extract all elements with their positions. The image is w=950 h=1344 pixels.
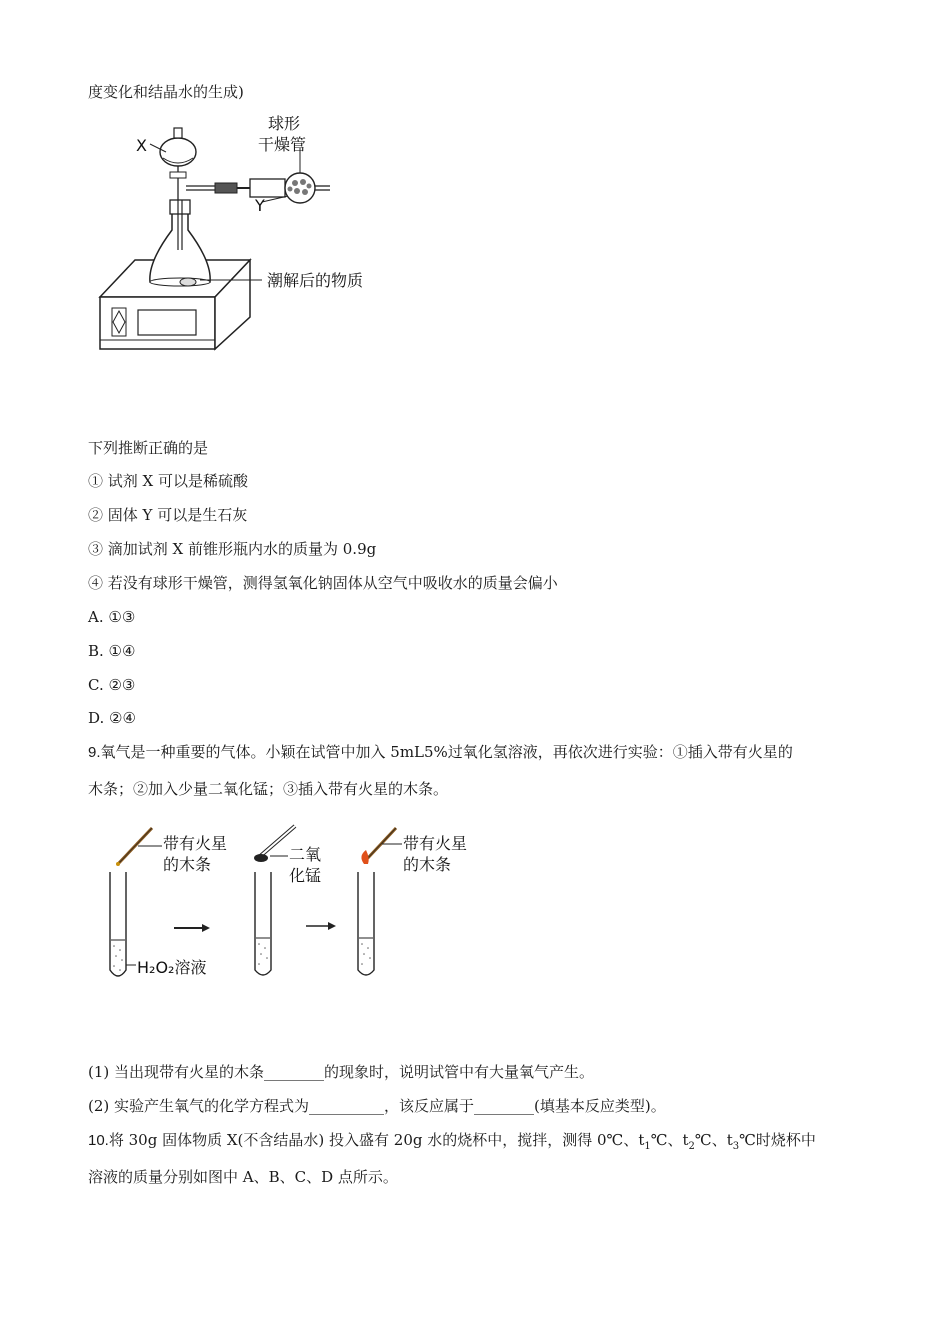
intro-tail: 度变化和结晶水的生成) — [88, 83, 244, 101]
q9-sub2: (2) 实验产生氧气的化学方程式为__________，该反应属于________(填基本反应类型)。 — [88, 1097, 666, 1115]
q8-statement: ④ 若没有球形干燥管，测得氢氧化钠固体从空气中吸收水的质量会偏小 — [88, 574, 558, 592]
q8-prompt: 下列推断正确的是 — [88, 439, 209, 457]
q9-sub1: (1) 当出现带有火星的木条________的现象时，说明试管中有大量氧气产生。 — [88, 1063, 595, 1081]
q8-statement: ③ 滴加试剂 X 前锥形瓶内水的质量为 0.9g — [88, 540, 377, 558]
apparatus-drawing — [90, 112, 350, 372]
q10-stem-line2: 溶液的质量分别如图中 A、B、C、D 点所示。 — [88, 1168, 398, 1186]
splint2-label-line2: 的木条 — [403, 855, 452, 874]
q10-number: 10. — [88, 1132, 109, 1149]
h2o2-solution-label: H₂O₂溶液 — [137, 958, 207, 977]
q8-option-b: B. ①④ — [88, 642, 136, 660]
q9-stem-line2: 木条；②加入少量二氧化锰；③插入带有火星的木条。 — [88, 780, 449, 798]
q9-number: 9. — [88, 744, 101, 761]
mno2-label-line2: 化锰 — [289, 866, 322, 885]
drying-tube-label-line2: 干燥管 — [258, 135, 307, 154]
q9-stem-line1: 9.氧气是一种重要的气体。小颖在试管中加入 5mL5%过氧化氢溶液，再依次进行实验：①插入带有火星的 — [88, 743, 793, 761]
splint2-label-line1: 带有火星 — [403, 834, 468, 853]
mno2-label-line1: 二氧 — [289, 845, 322, 864]
q8-option-c: C. ②③ — [88, 676, 136, 694]
substance-label: 潮解后的物质 — [267, 271, 364, 290]
drying-tube-label-line1: 球形 — [268, 114, 301, 133]
q8-option-a: A. ①③ — [88, 608, 136, 626]
solid-y-label: Y — [255, 196, 265, 215]
q8-option-d: D. ②④ — [88, 709, 136, 727]
splint1-label-line2: 的木条 — [163, 855, 212, 874]
q10-stem-line1: 10.将 30g 固体物质 X(不含结晶水) 投入盛有 20g 水的烧杯中，搅拌，测得 0℃、$t_1℃$、$t_2℃$、$t_3℃$时烧杯中 — [88, 1131, 816, 1152]
q8-statement: ② 固体 Y 可以是生石灰 — [88, 506, 248, 524]
reagent-x-label: X — [136, 136, 147, 155]
q8-statement: ① 试剂 X 可以是稀硫酸 — [88, 472, 248, 490]
splint1-label-line1: 带有火星 — [163, 834, 228, 853]
